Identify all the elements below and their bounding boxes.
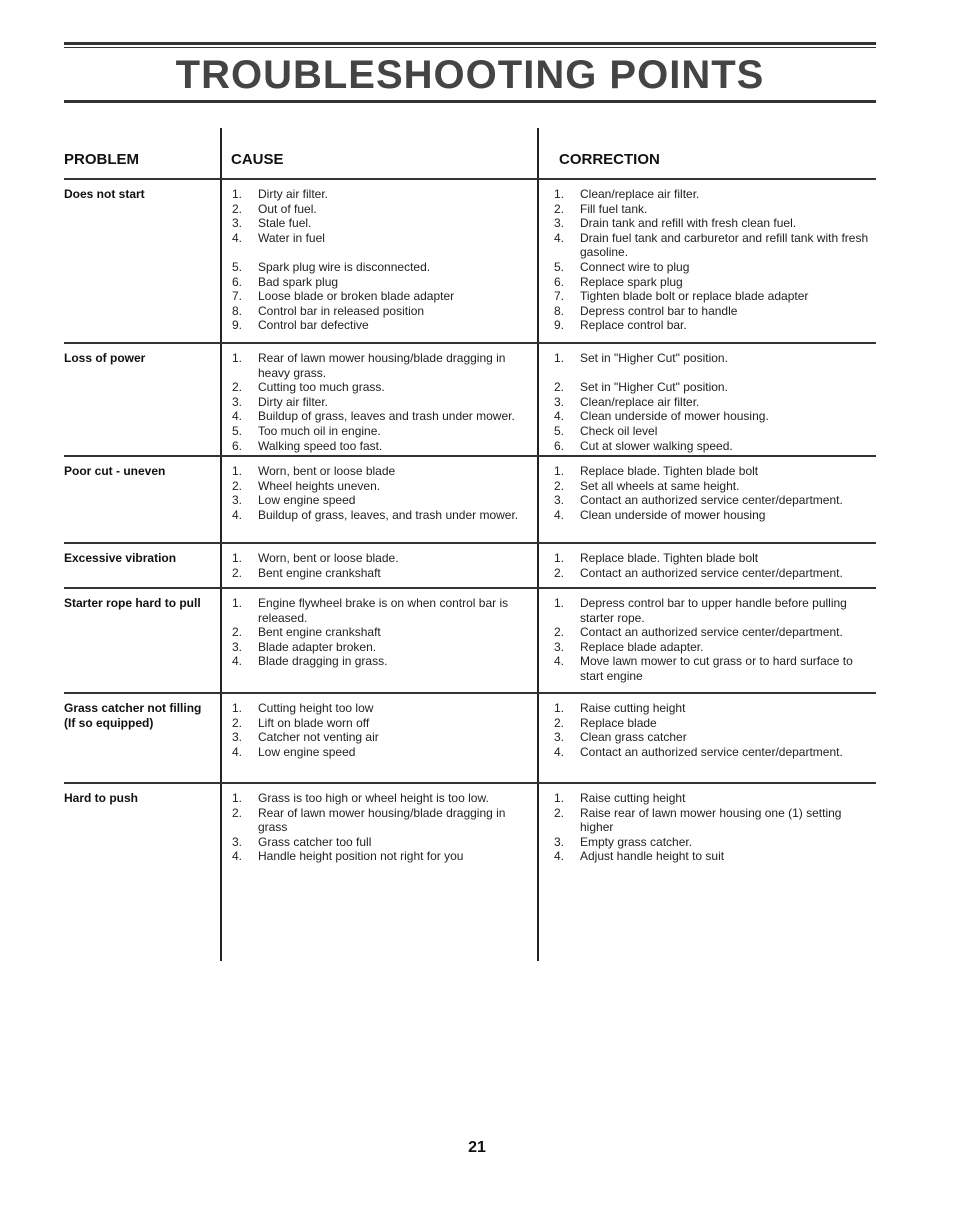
correction-item [554, 654, 874, 683]
correction-item [554, 791, 874, 806]
item-number: 7. [232, 289, 243, 304]
item-text [580, 366, 874, 381]
correction-item [554, 304, 874, 319]
item-text: Replace control bar. [580, 318, 687, 333]
correction-item [554, 806, 874, 835]
correction-item [554, 701, 874, 716]
item-number: 2. [554, 478, 565, 493]
item-number: 1. [554, 187, 565, 201]
item-text: Worn, bent or loose blade [258, 464, 396, 478]
correction-item [554, 395, 874, 410]
column-divider-2 [537, 128, 539, 961]
cause-item [232, 745, 532, 760]
item-number: 6. [554, 274, 565, 289]
correction-list [554, 701, 874, 759]
cause-item [232, 508, 532, 523]
item-text: Rear of lawn mower housing/blade dragging in grass [258, 805, 506, 835]
item-number: 3. [232, 730, 243, 745]
item-number: 3. [554, 730, 565, 745]
item-text: Contact an authorized service center/department. [580, 625, 843, 640]
cause-item [232, 493, 532, 508]
correction-list [554, 464, 874, 522]
item-number [554, 366, 580, 381]
item-text: Bent engine crankshaft [258, 565, 381, 580]
item-text: Clean underside of mower housing [580, 507, 766, 522]
item-number: 1. [232, 791, 243, 805]
item-text: Dirty air filter. [258, 187, 329, 201]
item-text: Connect wire to plug [580, 259, 690, 274]
item-text: Check oil level [580, 423, 658, 438]
item-number: 3. [232, 394, 243, 409]
item-number: 5. [554, 423, 565, 438]
cause-item [232, 625, 532, 640]
item-number: 3. [554, 493, 565, 508]
item-number: 6. [232, 438, 243, 453]
row-separator [64, 455, 876, 457]
item-number: 4. [554, 849, 565, 864]
item-text: Adjust handle height to suit [580, 849, 725, 864]
item-text: Clean underside of mower housing. [580, 409, 769, 424]
cause-item [232, 464, 532, 479]
item-number: 4. [554, 230, 565, 245]
item-text: Bent engine crankshaft [258, 625, 381, 640]
cause-item [232, 409, 532, 424]
correction-item [554, 479, 874, 494]
item-text: Raise cutting height [580, 701, 686, 715]
item-number: 4. [554, 507, 565, 522]
item-text: Empty grass catcher. [580, 834, 693, 849]
item-number: 4. [232, 507, 243, 522]
problem-label: Hard to push [64, 791, 138, 805]
item-number: 9. [232, 318, 243, 333]
item-text: Control bar in released position [258, 303, 425, 318]
item-number: 4. [232, 654, 243, 669]
item-number: 1. [232, 351, 243, 365]
problem-label: Excessive vibration [64, 551, 177, 565]
correction-item [554, 835, 874, 850]
item-number: 3. [554, 834, 565, 849]
item-text: Engine flywheel brake is on when control bar is released. [258, 596, 509, 625]
problem-label: Starter rope hard to pull [64, 596, 201, 610]
item-text: Catcher not venting air [258, 730, 379, 745]
correction-item [554, 318, 874, 333]
correction-item [554, 493, 874, 508]
cause-item [232, 424, 532, 439]
item-text: Contact an authorized service center/department. [580, 565, 843, 580]
correction-item [554, 275, 874, 290]
item-text: Clean/replace air filter. [580, 394, 700, 409]
item-text: Stale fuel. [258, 216, 312, 231]
item-number: 8. [554, 303, 565, 318]
correction-item [554, 596, 874, 625]
item-text: Replace blade. Tighten blade bolt [580, 551, 759, 565]
cause-item [232, 187, 532, 202]
item-number: 1. [554, 351, 565, 365]
cause-item [232, 806, 532, 835]
cause-item [232, 231, 532, 246]
cause-item [232, 716, 532, 731]
cause-item [232, 551, 532, 566]
item-text: Buildup of grass, leaves and trash under mower. [258, 409, 515, 424]
item-text: Clean/replace air filter. [580, 187, 700, 201]
item-text: Replace blade. Tighten blade bolt [580, 464, 759, 478]
cause-item [232, 701, 532, 716]
cause-item [232, 730, 532, 745]
item-number: 1. [554, 701, 565, 715]
item-text: Contact an authorized service center/department. [580, 493, 843, 508]
item-number: 3. [232, 639, 243, 654]
item-text: Low engine speed [258, 493, 356, 508]
correction-item [554, 351, 874, 366]
item-text: Wheel heights uneven. [258, 478, 381, 493]
cause-item [232, 245, 532, 260]
item-text: Cutting too much grass. [258, 380, 385, 395]
column-divider-1 [220, 128, 222, 961]
cause-item [232, 304, 532, 319]
item-text: Drain fuel tank and carburetor and refill tank with fresh gasoline. [580, 230, 869, 260]
item-text: Depress control bar to upper handle before pulling starter rope. [580, 596, 847, 625]
item-text: Grass is too high or wheel height is too low. [258, 791, 489, 805]
cause-item [232, 835, 532, 850]
header-correction: CORRECTION [559, 151, 660, 168]
item-text: Blade adapter broken. [258, 639, 377, 654]
item-text: Cut at slower walking speed. [580, 438, 733, 453]
item-text: Spark plug wire is disconnected. [258, 259, 431, 274]
item-number: 2. [232, 565, 243, 580]
correction-item [554, 730, 874, 745]
cause-item [232, 791, 532, 806]
correction-item [554, 439, 874, 454]
cause-item [232, 380, 532, 395]
item-number: 2. [232, 201, 243, 216]
correction-list [554, 351, 874, 453]
cause-item [232, 640, 532, 655]
item-text: Bad spark plug [258, 274, 339, 289]
item-number: 2. [554, 565, 565, 580]
correction-item [554, 366, 874, 381]
item-number: 1. [232, 551, 243, 565]
item-text: Low engine speed [258, 744, 356, 759]
problem-label: Poor cut - uneven [64, 464, 166, 478]
item-number: 2. [554, 380, 565, 395]
correction-item [554, 409, 874, 424]
item-number: 3. [232, 216, 243, 231]
item-text: Raise cutting height [580, 791, 686, 805]
correction-item [554, 260, 874, 275]
item-text: Clean grass catcher [580, 730, 687, 745]
correction-item [554, 508, 874, 523]
item-text: Move lawn mower to cut grass or to hard surface to start engine [580, 654, 853, 683]
item-text: Blade dragging in grass. [258, 654, 388, 669]
cause-item [232, 654, 532, 669]
cause-list [232, 351, 532, 453]
item-text: Rear of lawn mower housing/blade dragging in heavy grass. [258, 351, 506, 380]
item-number: 1. [232, 596, 243, 610]
item-text: Dirty air filter. [258, 394, 329, 409]
correction-item [554, 187, 874, 202]
item-number: 1. [554, 464, 565, 478]
item-number: 4. [554, 744, 565, 759]
cause-item [232, 439, 532, 454]
cause-list [232, 551, 532, 580]
cause-item [232, 351, 532, 380]
item-number: 3. [554, 639, 565, 654]
correction-list [554, 187, 874, 333]
cause-item [232, 216, 532, 231]
correction-list [554, 551, 874, 580]
row-separator [64, 782, 876, 784]
row-separator [64, 342, 876, 344]
item-text: Cutting height too low [258, 701, 374, 715]
item-text: Walking speed too fast. [258, 438, 383, 453]
correction-item [554, 849, 874, 864]
item-number: 2. [554, 625, 565, 640]
cause-list [232, 187, 532, 333]
cause-list [232, 701, 532, 759]
top-rule-1 [64, 42, 876, 45]
cause-item [232, 275, 532, 290]
item-number: 2. [232, 478, 243, 493]
item-text: Replace blade adapter. [580, 639, 704, 654]
correction-item [554, 640, 874, 655]
item-number: 5. [232, 259, 243, 274]
item-number: 4. [554, 654, 565, 669]
title-rule-1 [64, 100, 876, 103]
item-number: 1. [232, 701, 243, 715]
item-number: 1. [232, 187, 243, 201]
item-number: 2. [232, 805, 243, 820]
item-number: 3. [232, 834, 243, 849]
item-text: Too much oil in engine. [258, 423, 381, 438]
item-number: 4. [554, 409, 565, 424]
item-number: 6. [554, 438, 565, 453]
item-number: 3. [232, 493, 243, 508]
correction-item [554, 202, 874, 217]
item-text: Contact an authorized service center/department. [580, 744, 843, 759]
item-text: Out of fuel. [258, 201, 317, 216]
item-text: Depress control bar to handle [580, 303, 738, 318]
correction-item [554, 566, 874, 581]
cause-item [232, 849, 532, 864]
cause-item [232, 202, 532, 217]
item-number: 6. [232, 274, 243, 289]
item-number: 1. [554, 791, 565, 805]
item-number: 3. [554, 394, 565, 409]
item-text: Tighten blade bolt or replace blade adapter [580, 289, 809, 304]
cause-item [232, 289, 532, 304]
correction-list [554, 791, 874, 864]
correction-item [554, 716, 874, 731]
item-number: 5. [554, 259, 565, 274]
cause-list [232, 791, 532, 864]
correction-item [554, 216, 874, 231]
top-rule-2 [64, 47, 876, 48]
item-text: Drain tank and refill with fresh clean fuel. [580, 216, 797, 231]
item-text: Worn, bent or loose blade. [258, 551, 399, 565]
item-number: 3. [554, 216, 565, 231]
cause-item [232, 479, 532, 494]
cause-list [232, 596, 532, 669]
item-number: 2. [232, 715, 243, 730]
page-title: TROUBLESHOOTING POINTS [175, 53, 765, 97]
header-cause: CAUSE [231, 151, 284, 168]
item-number: 4. [232, 409, 243, 424]
correction-item [554, 380, 874, 395]
item-text: Handle height position not right for you [258, 849, 464, 864]
cause-list [232, 464, 532, 522]
item-number: 7. [554, 289, 565, 304]
problem-label: Grass catcher not filling (If so equipped) [64, 701, 202, 730]
correction-item [554, 289, 874, 304]
cause-item [232, 318, 532, 333]
item-text: Grass catcher too full [258, 834, 372, 849]
cause-item [232, 566, 532, 581]
item-number: 2. [232, 625, 243, 640]
cause-item [232, 596, 532, 625]
item-text: Replace blade [580, 715, 657, 730]
problem-label: Does not start [64, 187, 145, 201]
row-separator [64, 692, 876, 694]
item-number: 4. [232, 744, 243, 759]
item-text [258, 245, 532, 260]
item-text: Control bar defective [258, 318, 369, 333]
row-separator [64, 178, 876, 180]
item-number [232, 245, 258, 260]
item-text: Water in fuel [258, 230, 325, 245]
item-text: Set in "Higher Cut" position. [580, 351, 728, 365]
correction-item [554, 745, 874, 760]
item-number: 5. [232, 423, 243, 438]
cause-item [232, 395, 532, 410]
row-separator [64, 587, 876, 589]
cause-item [232, 260, 532, 275]
item-text: Buildup of grass, leaves, and trash under mower. [258, 507, 519, 522]
correction-item [554, 551, 874, 566]
item-text: Set all wheels at same height. [580, 478, 740, 493]
item-text: Loose blade or broken blade adapter [258, 289, 455, 304]
item-number: 2. [554, 715, 565, 730]
item-number: 1. [232, 464, 243, 478]
problem-label: Loss of power [64, 351, 146, 365]
row-separator [64, 542, 876, 544]
item-number: 2. [232, 380, 243, 395]
correction-list [554, 596, 874, 684]
item-number: 4. [232, 849, 243, 864]
item-text: Set in "Higher Cut" position. [580, 380, 728, 395]
item-number: 4. [232, 230, 243, 245]
item-number: 2. [554, 805, 565, 820]
item-text: Lift on blade worn off [258, 715, 370, 730]
item-number: 8. [232, 303, 243, 318]
correction-item [554, 231, 874, 260]
header-problem: PROBLEM [64, 151, 139, 168]
item-text: Raise rear of lawn mower housing one (1) setting higher [580, 805, 842, 835]
correction-item [554, 464, 874, 479]
item-number: 1. [554, 596, 565, 610]
item-number: 2. [554, 201, 565, 216]
item-number: 9. [554, 318, 565, 333]
page-number: 21 [468, 1139, 486, 1156]
item-number: 1. [554, 551, 565, 565]
correction-item [554, 625, 874, 640]
item-text: Replace spark plug [580, 274, 683, 289]
correction-item [554, 424, 874, 439]
item-text: Fill fuel tank. [580, 201, 648, 216]
